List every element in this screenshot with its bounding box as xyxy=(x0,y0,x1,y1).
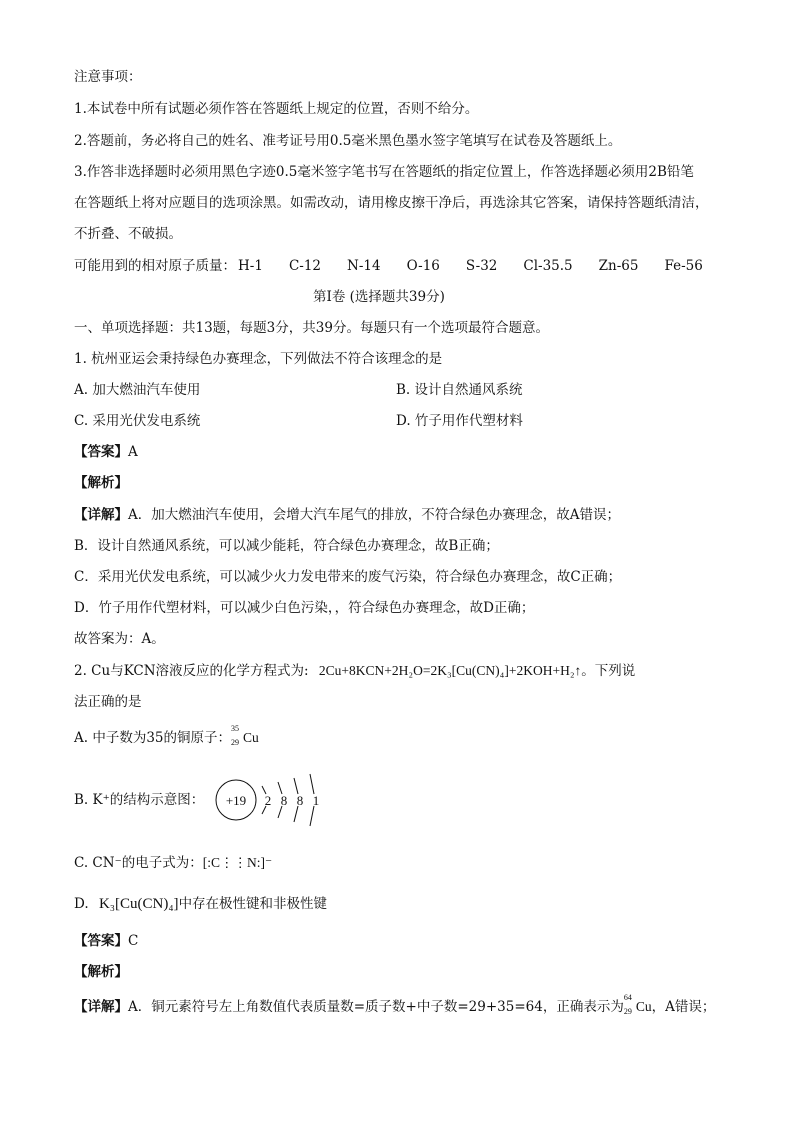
q1-analysis-label: 【解析】 xyxy=(74,475,128,491)
q1-option-a: A. 加大燃油汽车使用 xyxy=(74,382,201,398)
shell-arc-4-bottom xyxy=(310,806,314,826)
q2-stem-part2: 。下列说 xyxy=(581,663,636,679)
q2-stem-line-2: 法正确的是 xyxy=(74,694,142,710)
q2-detail-line-1 xyxy=(74,992,716,1017)
note-line-5: 不折叠、不破损。 xyxy=(74,226,182,242)
q2-detail-end: ，A错误； xyxy=(651,999,716,1015)
q2-option-d-formula: K₃[Cu(CN)₄] xyxy=(98,896,179,912)
nucleus-charge: +19 xyxy=(225,793,247,808)
q1-detail-b: B．设计自然通风系统，可以减少能耗，符合绿色办赛理念，故B正确； xyxy=(74,538,499,554)
q2-detail-text: A．铜元素符号左上角数值代表质量数=质子数+中子数=29+35=64，正确表示为 xyxy=(128,999,624,1015)
notes-title: 注意事项： xyxy=(74,69,142,85)
atomic-mass-zn: Zn-65 xyxy=(598,258,639,274)
q2-detail-mass: 64 xyxy=(623,992,632,1002)
section-title: 第Ⅰ卷 (选择题共39分) xyxy=(313,289,445,305)
shell-arc-3-bottom xyxy=(294,806,298,822)
shell-arc-4-top xyxy=(310,774,314,794)
q2-option-a-nuclide xyxy=(231,723,243,748)
atomic-mass-s: S-32 xyxy=(465,258,498,274)
q2-option-a-mass: 35 xyxy=(231,723,240,733)
q2-option-c-text: C. CN⁻的电子式为： xyxy=(74,855,203,871)
q1-option-d: D. 竹子用作代塑材料 xyxy=(396,413,523,429)
q2-stem-part1: 2. Cu与KCN溶液反应的化学方程式为: xyxy=(74,663,309,679)
q1-detail-a: A．加大燃油汽车使用，会增大汽车尾气的排放，不符合绿色办赛理念，故A错误； xyxy=(128,507,620,523)
section-instructions: 一、单项选择题：共13题，每题3分，共39分。每题只有一个选项最符合题意。 xyxy=(74,320,549,336)
atomic-mass-cl: Cl-35.5 xyxy=(523,258,573,274)
q2-option-d-text: 中存在极性键和非极性键 xyxy=(178,896,328,912)
shell-electrons-3: 8 xyxy=(296,793,304,808)
shell-arc-3-top xyxy=(294,778,298,794)
q2-option-c-formula: [:C⋮⋮N:]⁻ xyxy=(202,855,273,870)
q1-stem: 1. 杭州亚运会秉持绿色办赛理念，下列做法不符合该理念的是 xyxy=(74,351,443,367)
q2-answer-label: 【答案】 xyxy=(74,933,128,949)
q1-answer xyxy=(74,443,138,461)
q2-answer xyxy=(74,932,138,950)
shell-electrons-2: 8 xyxy=(280,793,288,808)
q1-option-b: B. 设计自然通风系统 xyxy=(396,382,523,398)
atomic-mass-fe: Fe-56 xyxy=(664,258,703,274)
atomic-masses xyxy=(74,257,703,275)
q2-option-d xyxy=(74,895,327,913)
atomic-mass-o: O-16 xyxy=(406,258,440,274)
k-ion-structure-diagram xyxy=(214,772,324,830)
q2-detail-symbol: Cu xyxy=(635,999,652,1014)
q2-option-a-text: A. 中子数为35的铜原子： xyxy=(74,730,232,746)
q1-answer-label: 【答案】 xyxy=(74,444,128,460)
shell-electrons-4: 1 xyxy=(312,793,320,808)
q1-detail-label: 【详解】 xyxy=(74,507,128,523)
atomic-masses-label: 可能用到的相对原子质量： xyxy=(74,258,236,274)
q2-equation: 2Cu+8KCN+2H₂O=2K₃[Cu(CN)₄]+2KOH+H₂↑ xyxy=(318,663,582,678)
q2-option-c xyxy=(74,854,272,872)
q2-stem-line-1 xyxy=(74,662,635,680)
q2-option-a-symbol: Cu xyxy=(243,730,259,745)
q2-analysis-label: 【解析】 xyxy=(74,964,128,980)
q1-detail-c: C．采用光伏发电系统，可以减少火力发电带来的废气污染，符合绿色办赛理念，故C正确； xyxy=(74,569,622,585)
note-line-2: 2.答题前，务必将自己的姓名、准考证号用0.5毫米黑色墨水签字笔填写在试卷及答题纸上。 xyxy=(74,133,622,149)
note-line-3: 3.作答非选择题时必须用黑色字迹0.5毫米签字笔书写在答题纸的指定位置上，作答选择题必须用2B铅笔 xyxy=(74,164,694,180)
q2-detail-label: 【详解】 xyxy=(74,999,128,1015)
q2-option-d-prefix: D. xyxy=(74,896,89,912)
atomic-mass-n: N-14 xyxy=(347,258,381,274)
q1-detail-d: D．竹子用作代塑材料，可以减少白色污染，，符合绿色办赛理念，故D正确； xyxy=(74,600,535,616)
q1-detail-line-1 xyxy=(74,506,620,524)
q2-option-a xyxy=(74,723,259,748)
q1-option-c: C. 采用光伏发电系统 xyxy=(74,413,201,429)
atomic-mass-h: H-1 xyxy=(238,258,263,274)
q2-answer-value: C xyxy=(128,933,139,949)
atomic-mass-c: C-12 xyxy=(288,258,322,274)
q2-detail-atomic-number: 29 xyxy=(623,1006,632,1016)
q1-conclusion: 故答案为：A。 xyxy=(74,631,165,647)
q2-option-a-atomic-number: 29 xyxy=(231,737,240,747)
q1-answer-value: A xyxy=(128,444,138,460)
q2-option-b-text: B. K⁺的结构示意图： xyxy=(74,792,205,808)
note-line-4: 在答题纸上将对应题目的选项涂黑。如需改动，请用橡皮擦干净后，再选涂其它答案，请保持答题纸清洁， xyxy=(74,195,709,211)
q2-detail-nuclide xyxy=(623,992,636,1017)
note-line-1: 1.本试卷中所有试题必须作答在答题纸上规定的位置，否则不给分。 xyxy=(74,101,479,117)
shell-electrons-1: 2 xyxy=(264,793,272,808)
